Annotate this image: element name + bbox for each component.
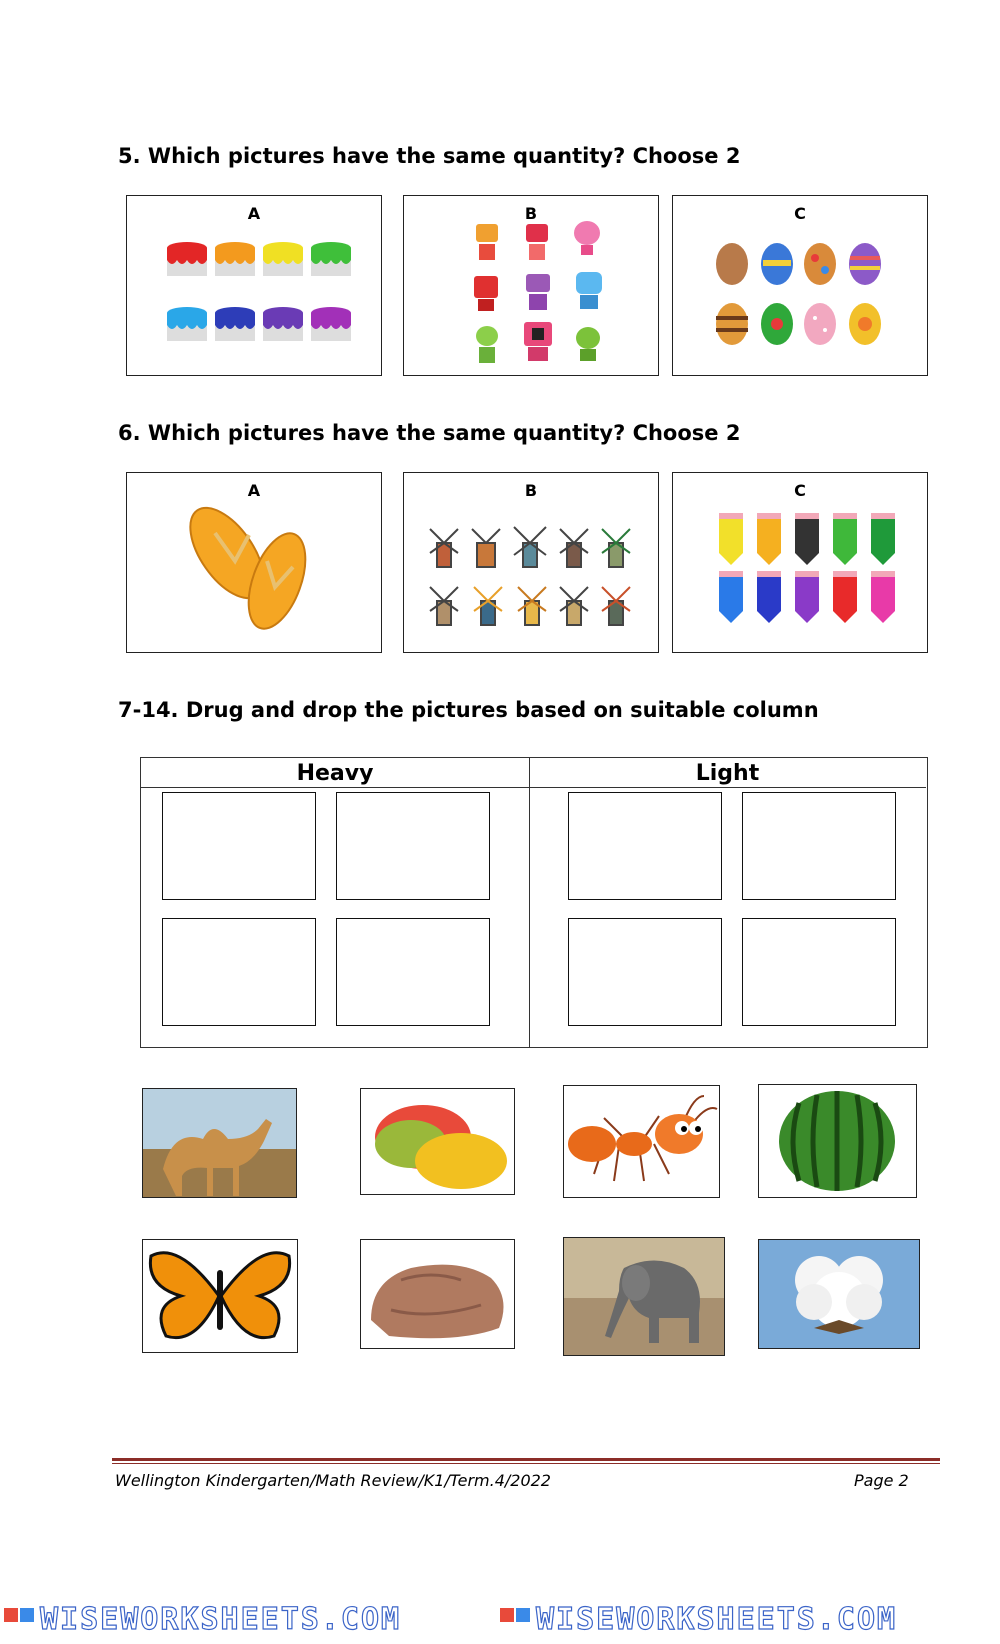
card-butterfly[interactable] [142,1239,298,1353]
question-5-text: 5. Which pictures have the same quantity? Choose 2 [118,144,741,168]
question-6-text: 6. Which pictures have the same quantity? Choose 2 [118,421,741,445]
footer-rule-thin [112,1463,940,1464]
q5-option-c[interactable] [672,195,928,376]
easter-eggs-icon [673,196,927,375]
q5-option-a[interactable] [126,195,382,376]
cotton-icon [759,1240,919,1348]
heavy-drop-slot[interactable] [162,792,316,900]
card-mangoes[interactable] [360,1088,515,1195]
paint-buckets-icon [127,196,381,375]
ant-icon [564,1086,719,1197]
logo-icon [516,1608,530,1622]
sorting-table [140,757,928,1048]
windmills-icon [404,473,658,652]
watermark-text: WISEWORKSHEETS.COM [536,1602,898,1637]
card-watermelon[interactable] [758,1084,917,1198]
page-number: Page 2 [854,1471,909,1490]
heavy-drop-slot[interactable] [336,918,490,1026]
pencils-icon [673,473,927,652]
light-drop-slot[interactable] [742,792,896,900]
card-elephant[interactable] [563,1237,725,1356]
butterfly-icon [143,1240,297,1352]
camel-icon [143,1089,296,1197]
light-drop-slot[interactable] [568,792,722,900]
mango-icon [361,1089,514,1194]
logo-icon [20,1608,34,1622]
option-label-c: C [794,204,806,223]
logo-icon [4,1608,18,1622]
column-light-header: Light [529,758,926,788]
option-label-b: B [524,481,538,500]
rock-icon [361,1240,514,1348]
column-heavy-header: Heavy [141,758,529,788]
option-label-b: B [524,204,538,223]
logo-icon [500,1608,514,1622]
watermark-banner [0,1600,1000,1644]
watermelon-icon [759,1085,916,1197]
light-drop-slot[interactable] [742,918,896,1026]
q6-option-c[interactable] [672,472,928,653]
option-label-a: A [247,204,261,223]
option-label-a: A [247,481,261,500]
question-7-14-text: 7-14. Drug and drop the pictures based on suitable column [118,698,819,722]
robots-icon [404,196,658,375]
column-divider [529,758,530,1047]
footer-rule [112,1458,940,1461]
heavy-drop-slot[interactable] [336,792,490,900]
card-cotton[interactable] [758,1239,920,1349]
light-drop-slot[interactable] [568,918,722,1026]
card-camel[interactable] [142,1088,297,1198]
watermark-text: WISEWORKSHEETS.COM [40,1602,402,1637]
q6-option-b[interactable] [403,472,659,653]
flip-flops-icon [127,473,381,652]
card-ant[interactable] [563,1085,720,1198]
q6-option-a[interactable] [126,472,382,653]
footer-course-info: Wellington Kindergarten/Math Review/K1/Term.4/2022 [115,1471,551,1490]
option-label-c: C [794,481,806,500]
heavy-drop-slot[interactable] [162,918,316,1026]
card-rock[interactable] [360,1239,515,1349]
elephant-icon [564,1238,724,1355]
q5-option-b[interactable] [403,195,659,376]
